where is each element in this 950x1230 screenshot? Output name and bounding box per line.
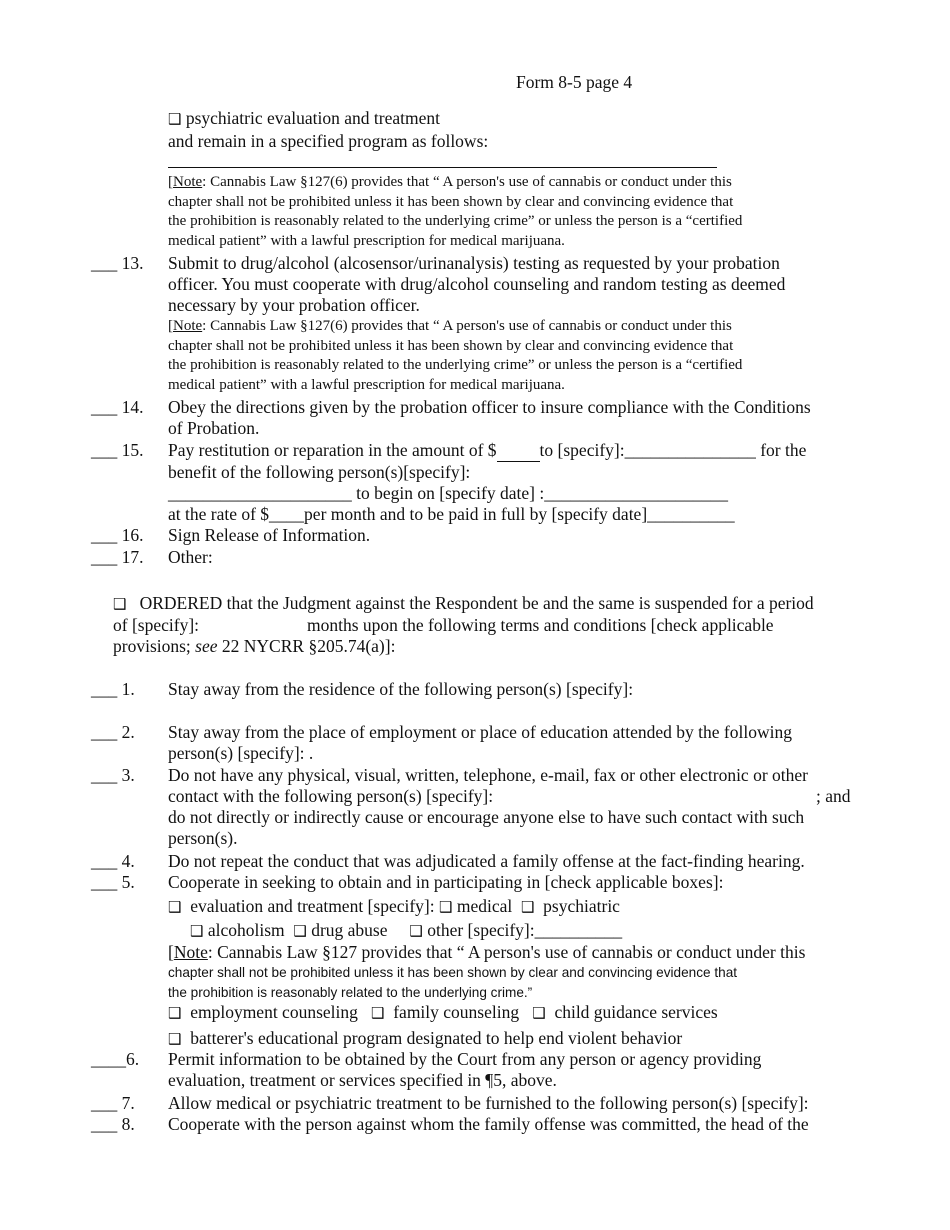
item-b8-mark[interactable]: ___ 8. xyxy=(91,1114,135,1134)
item-b4-text: Do not repeat the conduct that was adjudicated a family offense at the fact-finding hearing. xyxy=(168,851,805,871)
item-b3-text: Do not have any physical, visual, written, telephone, e-mail, fax or other electronic or other contact with the following person(s) [specify]: do not directly or indirectly cause or encourage anyone else to have such contact with such person(s). xyxy=(168,765,808,848)
item-b6-text: Permit information to be obtained by the Court from any person or agency providing evaluation, treatment or services specified in ¶5, above. xyxy=(168,1049,762,1090)
amount-blank[interactable] xyxy=(497,440,540,462)
item-b1-text: Stay away from the residence of the following person(s) [specify]: xyxy=(168,679,634,699)
eval-checkbox[interactable]: ❑ xyxy=(168,898,182,916)
item-14-mark[interactable]: ___ 14. xyxy=(91,397,144,417)
ordered-checkbox-icon[interactable]: ❑ xyxy=(113,595,127,613)
other-checkbox[interactable]: ❑ xyxy=(409,922,423,940)
item-b1-mark[interactable]: ___ 1. xyxy=(91,679,135,699)
item-16-mark[interactable]: ___ 16. xyxy=(91,525,144,545)
item-b6-mark[interactable]: ____6. xyxy=(91,1049,140,1069)
substance-options-row: ❑ alcoholism ❑ drug abuse ❑ other [specify]:__________ xyxy=(190,920,623,940)
program-blank-line[interactable] xyxy=(168,167,717,168)
batterer-checkbox[interactable]: ❑ xyxy=(168,1030,182,1048)
psych-eval-line xyxy=(168,108,440,130)
child-guidance-checkbox[interactable]: ❑ xyxy=(532,1004,546,1022)
item-17-mark[interactable]: ___ 17. xyxy=(91,547,144,567)
counseling-options-row: ❑ employment counseling ❑ family counseling ❑ child guidance services xyxy=(168,1002,718,1022)
item-b2-mark[interactable]: ___ 2. xyxy=(91,722,135,742)
item-b3-mark[interactable]: ___ 3. xyxy=(91,765,135,785)
psych-eval-label: psychiatric evaluation and treatment xyxy=(185,108,440,128)
item-13-text: Submit to drug/alcohol (alcosensor/urinanalysis) testing as requested by your probation officer. You must cooperate with drug/alcohol counseling and random testing as deemed necessary by your probation officer. xyxy=(168,253,786,315)
employment-checkbox[interactable]: ❑ xyxy=(168,1004,182,1022)
item-b7-text: Allow medical or psychiatric treatment to be furnished to the following person(s) [specify]: xyxy=(168,1093,809,1113)
item-16-text: Sign Release of Information. xyxy=(168,525,371,545)
psychiatric-checkbox[interactable]: ❑ xyxy=(520,898,535,916)
item-15-mark[interactable]: ___ 15. xyxy=(91,440,144,460)
item-b5-mark[interactable]: ___ 5. xyxy=(91,872,135,892)
page-header: Form 8-5 page 4 xyxy=(516,72,633,92)
item-b7-mark[interactable]: ___ 7. xyxy=(91,1093,135,1113)
item-15-text: Pay restitution or reparation in the amount of $ to [specify]:_______________ for the benefit of the following person(s)[specify]: _____________________ to begin on [specify date] :_____________________ at the rate of $____per month and to be paid in full by [specify date]__________ xyxy=(168,440,807,524)
medical-checkbox[interactable]: ❑ xyxy=(439,898,453,916)
item-b2-text: Stay away from the place of employment or place of education attended by the following person(s) [specify]: . xyxy=(168,722,792,763)
item-b3-and: ; and xyxy=(816,786,851,806)
ordered-paragraph: ❑ ORDERED that the Judgment against the Respondent be and the same is suspended for a period of [specify]: months upon the following terms and conditions [check applicable provisions; see 22 NYCRR §205.74(a)]: xyxy=(113,593,814,656)
item-17-text: Other: xyxy=(168,547,213,567)
drug-abuse-checkbox[interactable]: ❑ xyxy=(293,922,307,940)
item-13-mark[interactable]: ___ 13. xyxy=(91,253,144,273)
cannabis-note-2: [Note: Cannabis Law §127(6) provides that “ A person's use of cannabis or conduct under this chapter shall not be prohibited unless it has been shown by clear and convincing evidence that the prohibition is reasonably related to the underlying crime” or unless the person is a “certified medical patient” with a lawful prescription for medical marijuana. xyxy=(168,318,743,393)
cannabis-note-1: [Note: Cannabis Law §127(6) provides that “ A person's use of cannabis or conduct under this chapter shall not be prohibited unless it has been shown by clear and convincing evidence that the prohibition is reasonably related to the underlying crime” or unless the person is a “certified medical patient” with a lawful prescription for medical marijuana. xyxy=(168,174,743,249)
family-checkbox[interactable]: ❑ xyxy=(371,1004,385,1022)
item-b4-mark[interactable]: ___ 4. xyxy=(91,851,135,871)
item-b5-text: Cooperate in seeking to obtain and in participating in [check applicable boxes]: xyxy=(168,872,724,892)
evaluation-options-row: ❑ evaluation and treatment [specify]: ❑ medical ❑ psychiatric xyxy=(168,896,620,916)
alcoholism-checkbox[interactable]: ❑ xyxy=(190,922,204,940)
remain-program-line: and remain in a specified program as follows: xyxy=(168,131,489,151)
batterer-program-row: ❑ batterer's educational program designated to help end violent behavior xyxy=(168,1028,683,1048)
cannabis-note-3: [Note: Cannabis Law §127 provides that “ A person's use of cannabis or conduct under this chapter shall not be prohibited unless it has been shown by clear and convincing evidence that the prohibition is reasonably related to the underlying crime.” xyxy=(168,942,806,1000)
checkbox-icon[interactable]: ❑ xyxy=(168,110,182,128)
item-b8-text: Cooperate with the person against whom the family offense was committed, the head of the xyxy=(168,1114,809,1134)
item-14-text: Obey the directions given by the probation officer to insure compliance with the Conditions of Probation. xyxy=(168,397,811,438)
